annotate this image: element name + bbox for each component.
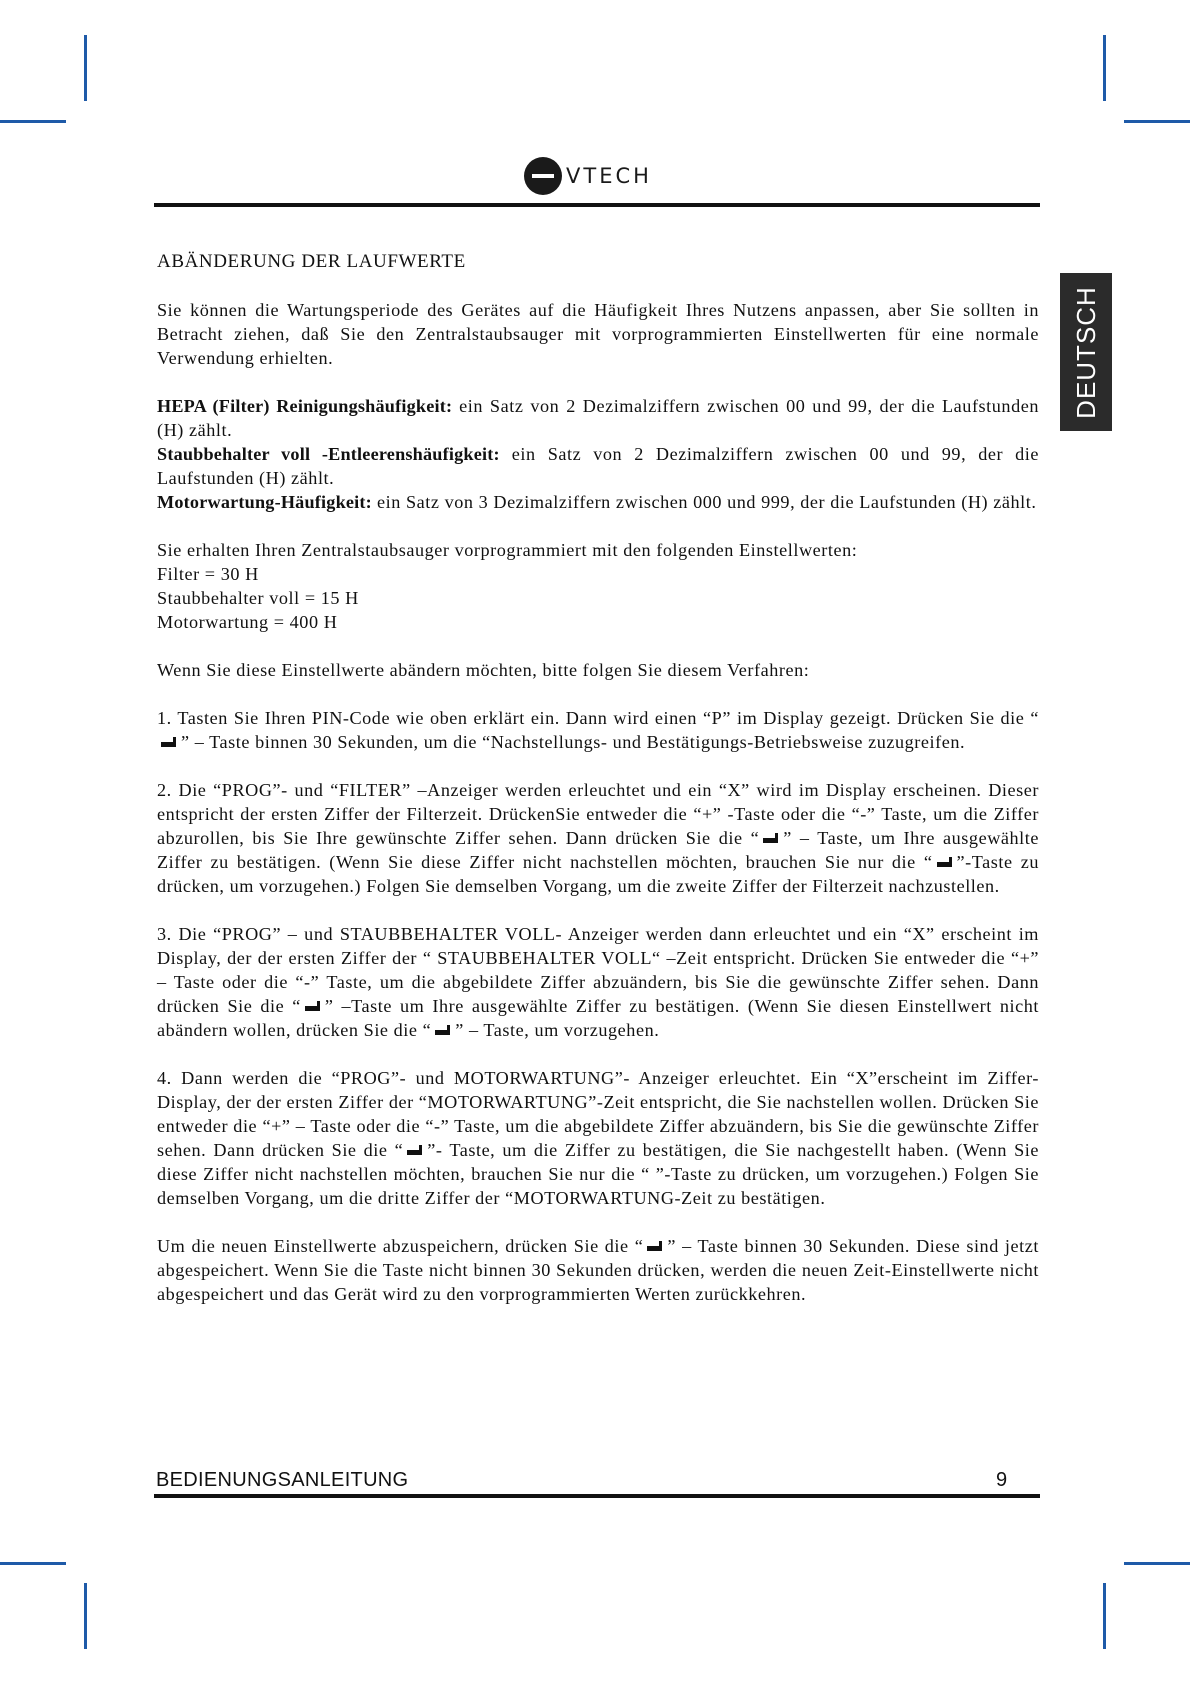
- default-filter: Filter = 30 H: [157, 564, 259, 584]
- enter-key-icon: [406, 1144, 424, 1157]
- crop-mark: [0, 1562, 66, 1565]
- step-text: ” –Taste um Ihre ausgewählte Ziffer zu bestätigen. (Wenn Sie diesen Einstellwert nicht abändern wollen, drücken Sie die “: [157, 996, 1039, 1040]
- step-4: [157, 1066, 1039, 1210]
- step-text: ” – Taste binnen 30 Sekunden, um die “Nachstellungs- und Bestätigungs-Betriebsweise zuzugreifen.: [181, 732, 966, 752]
- step-1: [157, 706, 1039, 754]
- brand-name: VTECH: [566, 164, 652, 188]
- logo-circle-icon: [524, 157, 562, 195]
- closing-paragraph: [157, 1234, 1039, 1306]
- default-motorwartung: Motorwartung = 400 H: [157, 612, 338, 632]
- step-text: ”-Taste zu drücken, um vorzugehen.) Folgen Sie demselben Vorgang, um die zweite Ziffer der Filterzeit nachzustellen.: [157, 852, 1039, 896]
- crop-mark: [84, 35, 87, 101]
- setting-label: Staubbehalter voll -Entleerenshäufigkeit:: [157, 444, 500, 464]
- section-title: ABÄNDERUNG DER LAUFWERTE: [157, 251, 466, 272]
- footer-label: BEDIENUNGSANLEITUNG: [156, 1469, 409, 1491]
- step-text: 3. Die “PROG” – und STAUBBEHALTER VOLL- Anzeiger werden dann erleuchtet und ein “X” erscheint im Display, der der ersten Ziffer der “ STAUBBEHALTER VOLL“ –Zeit entspricht. Drücken Sie entweder die “+” – Taste oder die “-” Taste, um die abgebildete Ziffer abzuändern, bis Sie die gewünschte Ziffer sehen. Dann drücken Sie die “: [157, 924, 1039, 1016]
- defaults-intro: Sie erhalten Ihren Zentralstaubsauger vorprogrammiert mit den folgenden Einstellwerten:: [157, 540, 858, 560]
- setting-text: ein Satz von 3 Dezimalziffern zwischen 000 und 999, der die Laufstunden (H) zählt.: [371, 492, 1037, 512]
- enter-key-icon: [936, 856, 954, 869]
- page-number: 9: [996, 1469, 1008, 1491]
- step-text: 1. Tasten Sie Ihren PIN-Code wie oben erklärt ein. Dann wird einen “P” im Display gezeigt. Drücken Sie die “: [157, 708, 1039, 728]
- crop-mark: [1103, 35, 1106, 101]
- enter-key-icon: [646, 1240, 664, 1253]
- enter-key-icon: [762, 832, 780, 845]
- setting-label: HEPA (Filter) Reinigungshäufigkeit:: [157, 396, 453, 416]
- step-2: [157, 778, 1039, 898]
- enter-key-icon: [434, 1024, 452, 1037]
- enter-key-icon: [304, 1000, 322, 1013]
- setting-motorwartung: [157, 490, 1039, 514]
- language-tab-label: DEUTSCH: [1070, 285, 1101, 419]
- crop-mark: [1103, 1583, 1106, 1649]
- document-body: [157, 250, 1039, 1330]
- closing-text: Um die neuen Einstellwerte abzuspeichern, drücken Sie die “: [157, 1236, 644, 1256]
- crop-mark: [0, 120, 66, 123]
- crop-mark: [1124, 1562, 1190, 1565]
- footer-divider: [154, 1494, 1040, 1498]
- setting-text: ein Satz von 2 Dezimalziffern zwischen 00 und 99, der die Laufstunden (H) zählt.: [157, 444, 1039, 488]
- closing-text: ” – Taste binnen 30 Sekunden. Diese sind jetzt abgespeichert. Wenn Sie die Taste nicht binnen 30 Sekunden drücken, werden die neuen Zeit-Einstellwerte nicht abgespeichert und das Gerät wird zu den vorprogrammierten Werten zurückkehren.: [157, 1236, 1039, 1304]
- crop-mark: [84, 1583, 87, 1649]
- intro-paragraph: Sie können die Wartungsperiode des Gerätes auf die Häufigkeit Ihres Nutzens anpassen, aber Sie sollten in Betracht ziehen, daß Sie den Zentralstaubsauger mit vorprogrammierten Einstellwerten für eine normale Verwendung erhielten.: [157, 300, 1039, 368]
- setting-label: Motorwartung-Häufigkeit:: [157, 492, 372, 512]
- step-text: ”- Taste, um die Ziffer zu bestätigen, die Sie nachgestellt haben. (Wenn Sie diese Ziffer nicht nachstellen möchten, brauchen Sie nur die “ ”-Taste zu drücken, um vorzugehen.) Folgen Sie demselben Vorgang, um die dritte Ziffer der “MOTORWARTUNG-Zeit zu bestätigen.: [157, 1140, 1039, 1208]
- setting-staubbehalter: [157, 442, 1039, 490]
- enter-key-icon: [160, 736, 178, 749]
- step-3: [157, 922, 1039, 1042]
- procedure-intro: Wenn Sie diese Einstellwerte abändern möchten, bitte folgen Sie diesem Verfahren:: [157, 660, 810, 680]
- brand-logo: [524, 157, 652, 195]
- default-staubbehalter: Staubbehalter voll = 15 H: [157, 588, 359, 608]
- setting-hepa: [157, 394, 1039, 442]
- setting-text: ein Satz von 2 Dezimalziffern zwischen 00 und 99, der die Laufstunden (H) zählt.: [157, 396, 1039, 440]
- language-tab: [1060, 273, 1112, 431]
- step-text: 2. Die “PROG”- und “FILTER” –Anzeiger werden erleuchtet und ein “X” wird im Display erscheinen. Dieser entspricht der ersten Ziffer der Filterzeit. DrückenSie entweder die “+” -Taste oder die “-” Taste, um die Ziffer abzurollen, bis Sie Ihre gewünschte Ziffer sehen. Dann drücken Sie die “: [157, 780, 1039, 848]
- crop-mark: [1124, 120, 1190, 123]
- step-text: 4. Dann werden die “PROG”- und MOTORWARTUNG”- Anzeiger erleuchtet. Ein “X”erscheint im Ziffer-Display, der der ersten Ziffer der “MOTORWARTUNG”-Zeit entspricht, die Sie nachstellen wollen. Drücken Sie entweder die “+” – Taste oder die “-” Taste, um die abgebildete Ziffer abzuändern, bis Sie die gewünschte Ziffer sehen. Dann drücken Sie die “: [157, 1068, 1039, 1160]
- header-divider: [154, 203, 1040, 207]
- step-text: ” – Taste, um vorzugehen.: [455, 1020, 660, 1040]
- step-text: ” – Taste, um Ihre ausgewählte Ziffer zu bestätigen. (Wenn Sie diese Ziffer nicht nachstellen möchten, brauchen Sie nur die “: [157, 828, 1039, 872]
